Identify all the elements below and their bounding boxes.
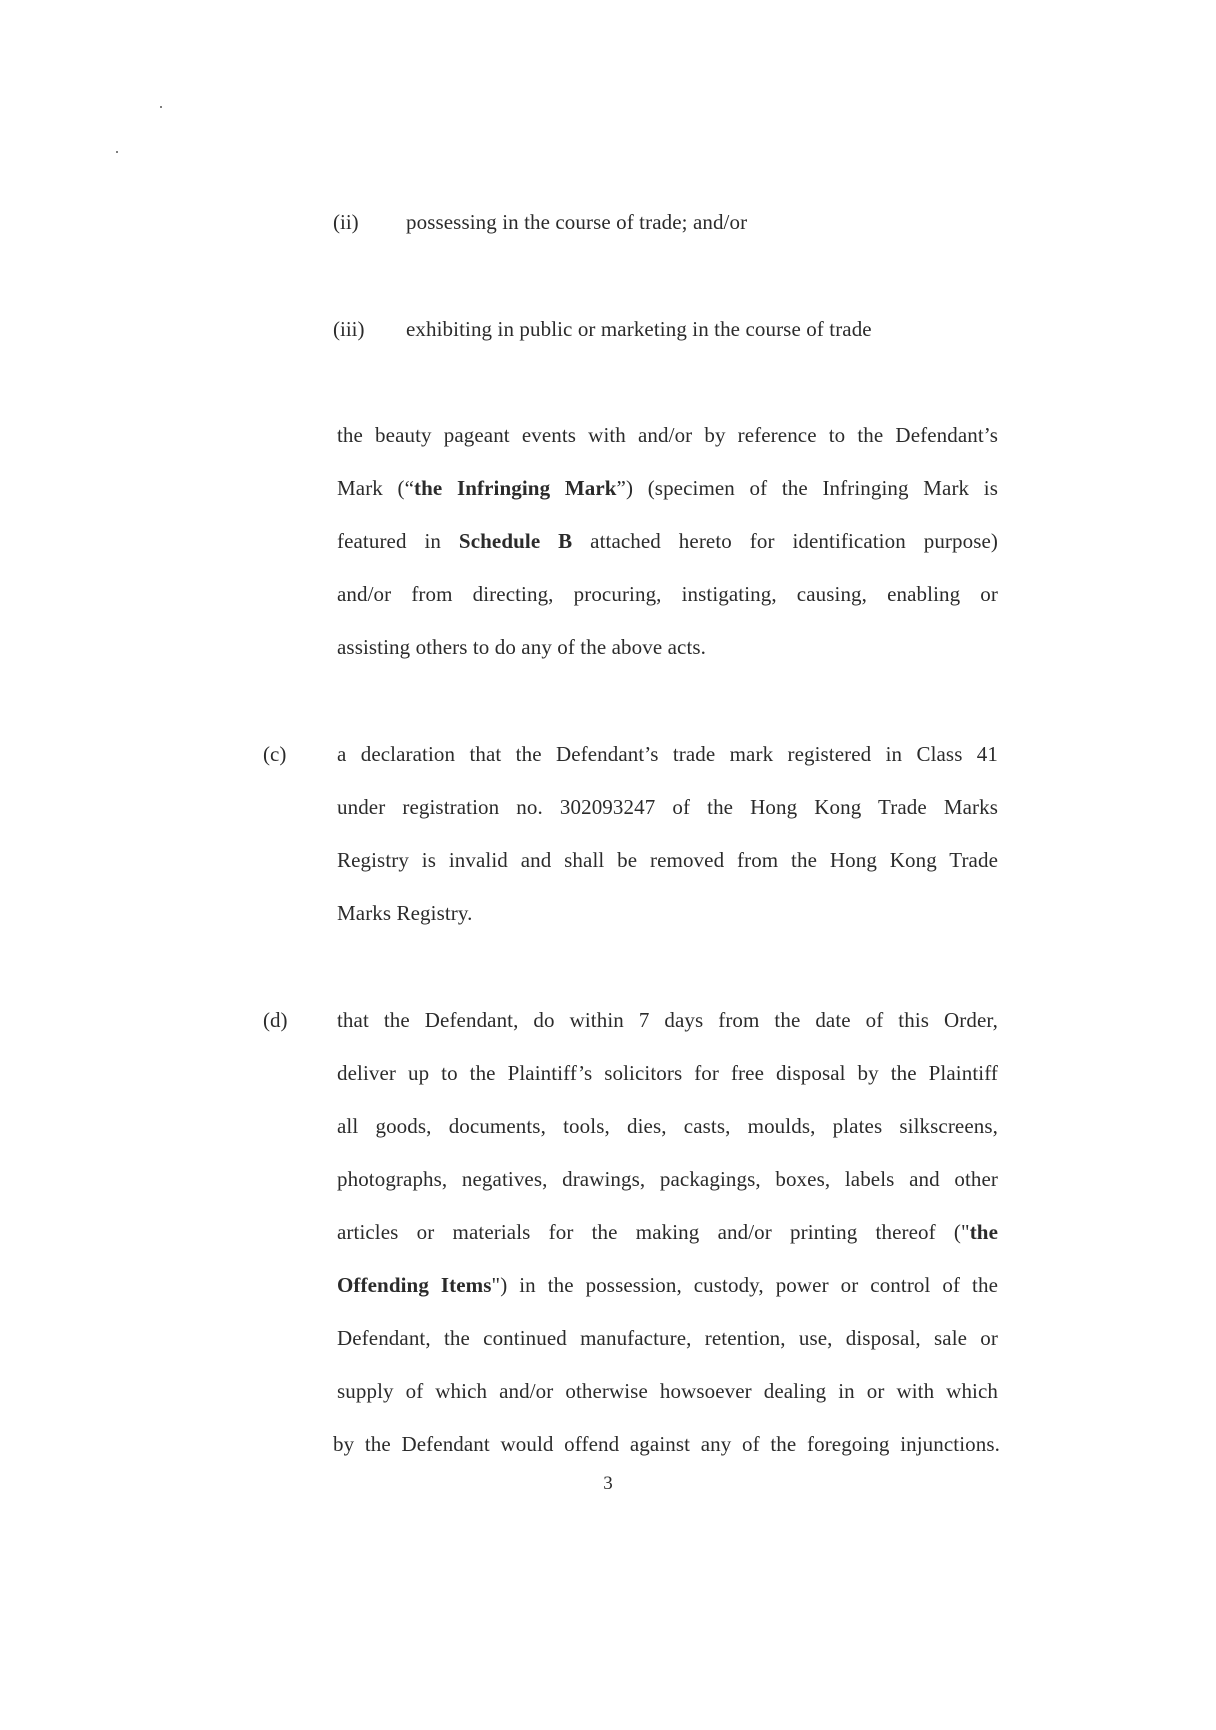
paragraph-d-line-5-a: articles or materials for the making and/or printing thereof (" <box>337 1220 970 1244</box>
page-number: 3 <box>603 1473 613 1494</box>
paragraph-d-line-5 <box>337 1218 998 1246</box>
continuation-line-2 <box>337 474 998 502</box>
scan-speck <box>116 151 118 153</box>
paragraph-d-line-7: Defendant, the continued manufacture, retention, use, disposal, sale or <box>337 1326 998 1350</box>
continuation-line-5: assisting others to do any of the above acts. <box>337 635 707 659</box>
paragraph-c-line-1: a declaration that the Defendant’s trade mark registered in Class 41 <box>337 742 998 766</box>
paragraph-d-line-6-b: ") in the possession, custody, power or control of the <box>491 1273 998 1297</box>
continuation-line-2-a: Mark (“ <box>337 476 415 500</box>
scan-speck <box>160 106 162 108</box>
paragraph-d-line-4: photographs, negatives, drawings, packagings, boxes, labels and other <box>337 1167 998 1191</box>
item-iii-label: (iii) <box>333 317 365 341</box>
item-ii-text: possessing in the course of trade; and/or <box>406 210 748 234</box>
paragraph-d-line-6 <box>337 1271 998 1299</box>
continuation-line-4: and/or from directing, procuring, instigating, causing, enabling or <box>337 582 998 606</box>
paragraph-c-line-2: under registration no. 302093247 of the Hong Kong Trade Marks <box>337 795 998 819</box>
paragraph-c-line-3: Registry is invalid and shall be removed from the Hong Kong Trade <box>337 848 998 872</box>
paragraph-c-line-4: Marks Registry. <box>337 901 473 925</box>
paragraph-d-line-3: all goods, documents, tools, dies, casts, moulds, plates silkscreens, <box>337 1114 998 1138</box>
item-ii-label: (ii) <box>333 210 359 234</box>
paragraph-d-line-2: deliver up to the Plaintiff’s solicitors for free disposal by the Plaintiff <box>337 1061 998 1085</box>
paragraph-d-line-1: that the Defendant, do within 7 days from the date of this Order, <box>337 1008 998 1032</box>
continuation-line-1: the beauty pageant events with and/or by reference to the Defendant’s <box>337 423 998 447</box>
paragraph-d-label: (d) <box>263 1008 288 1032</box>
offending-items-term-start: the <box>969 1220 998 1244</box>
continuation-line-2-b: ”) (specimen of the Infringing Mark is <box>616 476 998 500</box>
paragraph-d-line-8: supply of which and/or otherwise howsoever dealing in or with which <box>337 1379 998 1403</box>
continuation-line-3-b: attached hereto for identification purpose) <box>572 529 998 553</box>
continuation-line-3 <box>337 527 998 555</box>
paragraph-d-line-9: by the Defendant would offend against any of the foregoing injunctions. <box>333 1432 1000 1456</box>
paragraph-c-label: (c) <box>263 742 287 766</box>
offending-items-term: Offending Items <box>337 1273 492 1297</box>
item-iii-text: exhibiting in public or marketing in the course of trade <box>406 317 872 341</box>
continuation-line-3-a: featured in <box>337 529 459 553</box>
schedule-b-term: Schedule B <box>458 529 573 553</box>
infringing-mark-term: the Infringing Mark <box>414 476 617 500</box>
